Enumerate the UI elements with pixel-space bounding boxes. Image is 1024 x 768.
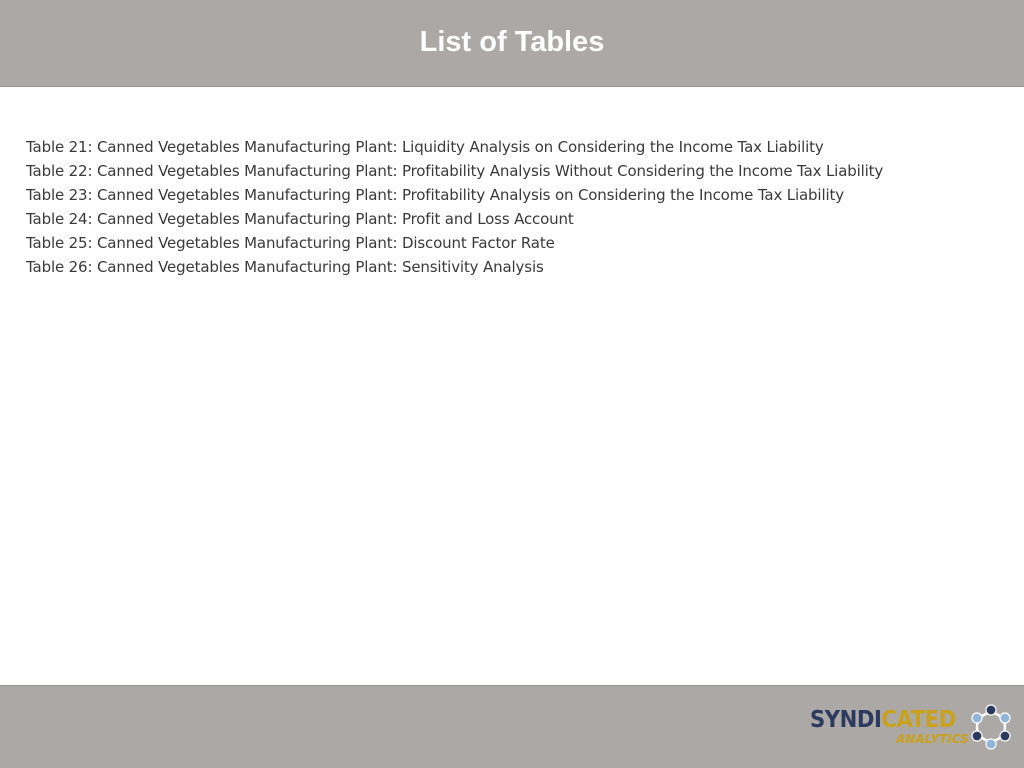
company-logo [810, 704, 1010, 752]
page-title: List of Tables [419, 26, 605, 58]
footer-bar [0, 685, 1024, 768]
table-list-item: Table 23: Canned Vegetables Manufacturing Plant: Profitability Analysis on Considering the Income Tax Liability [26, 186, 844, 204]
table-list-item: Table 22: Canned Vegetables Manufacturing Plant: Profitability Analysis Without Considering the Income Tax Liability [26, 162, 884, 180]
table-list-item: Table 24: Canned Vegetables Manufacturing Plant: Profit and Loss Account [26, 210, 574, 228]
table-list [26, 135, 883, 279]
logo-word-part2: CATED [881, 707, 956, 733]
table-list-item: Table 21: Canned Vegetables Manufacturing Plant: Liquidity Analysis on Considering the Income Tax Liability [26, 138, 824, 156]
circle-of-dots-icon [970, 704, 1012, 750]
table-list-item: Table 25: Canned Vegetables Manufacturing Plant: Discount Factor Rate [26, 234, 555, 252]
table-list-item: Table 26: Canned Vegetables Manufacturing Plant: Sensitivity Analysis [26, 258, 544, 276]
logo-word-part1: SYNDI [810, 707, 882, 733]
logo-wordmark [810, 706, 956, 734]
logo-subtitle: ANALYTICS [896, 732, 969, 746]
header-bar [0, 0, 1024, 87]
